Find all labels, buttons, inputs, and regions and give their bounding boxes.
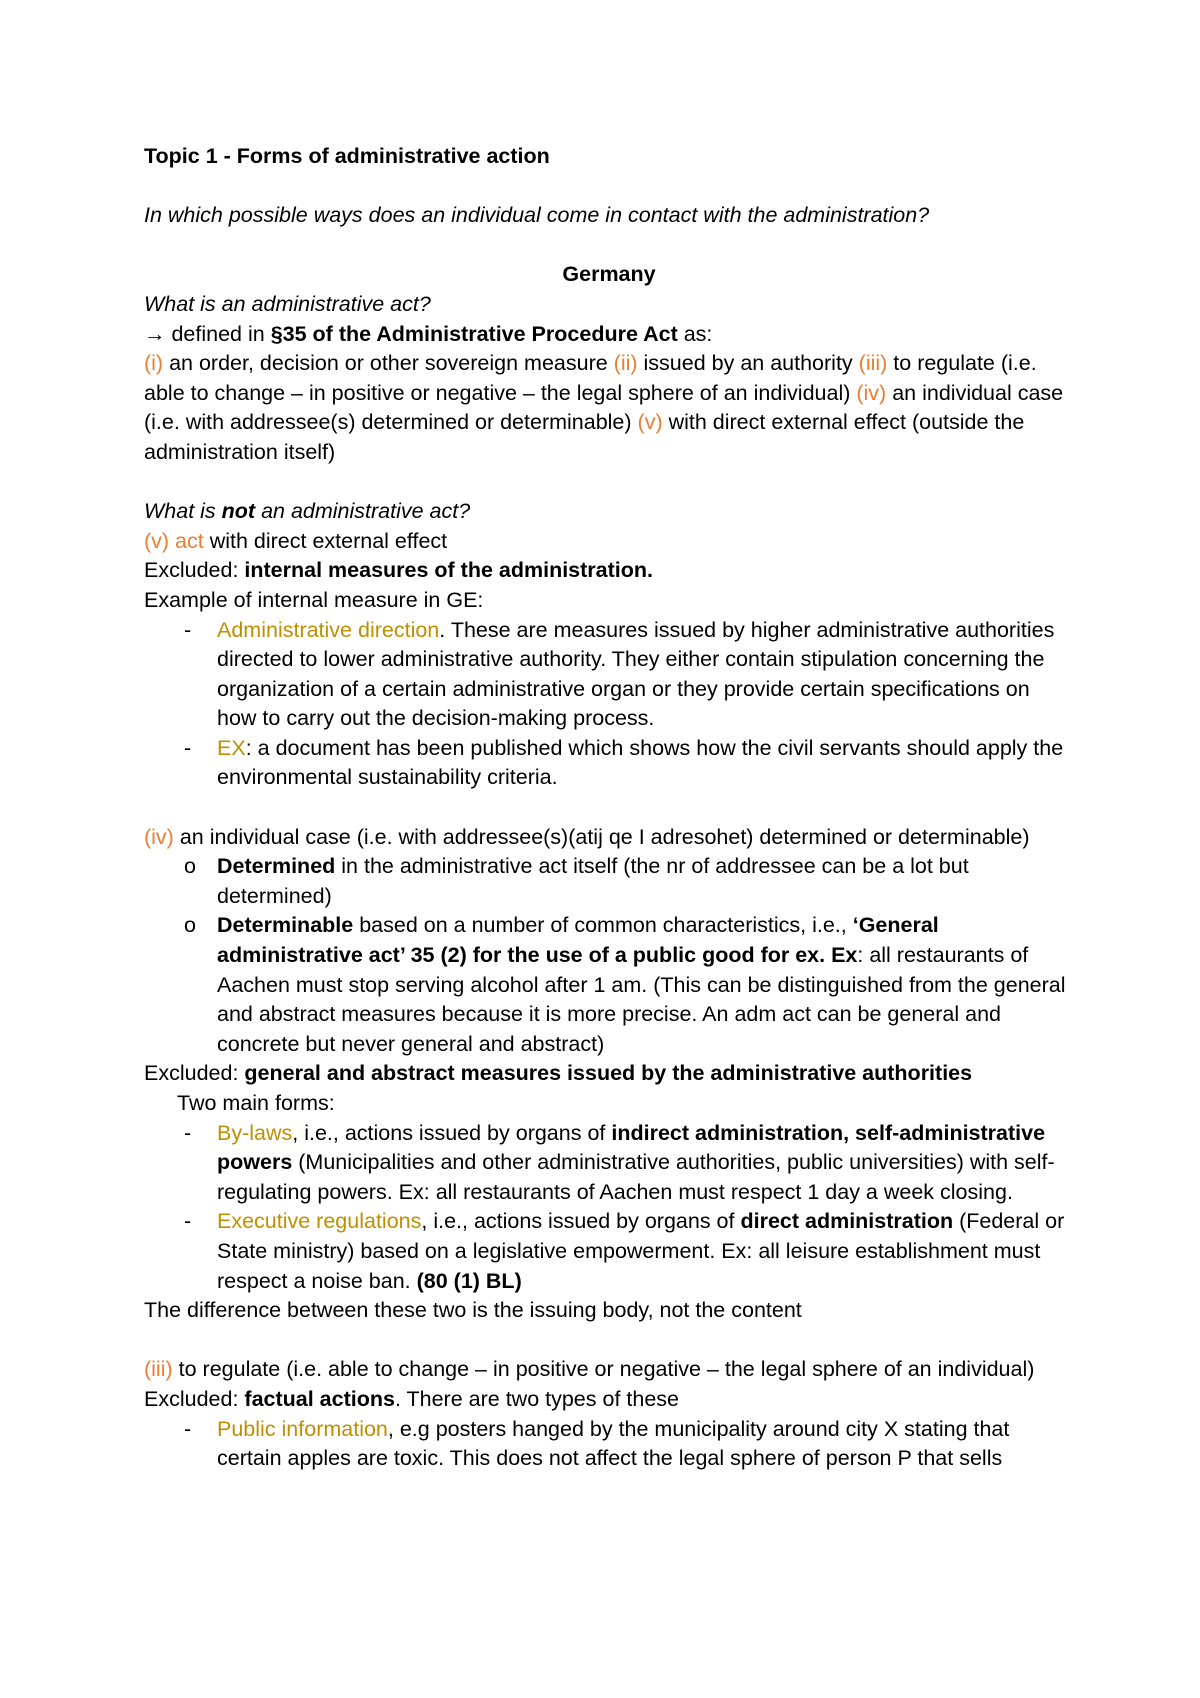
main-forms-list [144, 1119, 1074, 1297]
highlight-term: Executive regulations [217, 1209, 422, 1234]
marker-v: (v) [637, 410, 663, 435]
arrow-icon: → [144, 321, 166, 346]
marker-ii: (ii) [613, 351, 638, 376]
document-body [144, 142, 1074, 1474]
two-main-forms: Two main forms: [177, 1091, 335, 1115]
excluded-factual: Excluded: factual actions. There are two types of these [144, 1386, 679, 1411]
defined-line: → defined in §35 of the Administrative Procedure Act as: [144, 321, 713, 346]
page-title: Topic 1 - Forms of administrative action [144, 144, 550, 168]
v-line: (v) act with direct external effect [144, 528, 448, 553]
addressee-list [144, 852, 1074, 1059]
difference-line: The difference between these two is the issuing body, not the content [144, 1298, 802, 1323]
section-heading-germany: Germany [562, 262, 656, 287]
highlight-term: Public information [217, 1416, 388, 1441]
definition-paragraph: (i) an order, decision or other sovereign measure (ii) issued by an authority (iii) to regulate (i.e. able to change – in positive or negative – the legal sphere of an individual) (iv) an individual case (i.e. with addressee(s) determined or determinable) (v) with direct external effect (outside the administration itself) [144, 351, 1064, 464]
highlight-term: Administrative direction [217, 617, 440, 642]
list-item: o Determined in the administrative act itself (the nr of addressee can be a lot but determined) [144, 852, 1074, 911]
factual-actions-list [144, 1415, 1074, 1474]
marker-i: (i) [144, 351, 164, 376]
list-item: - Administrative direction. These are measures issued by higher administrative authorities directed to lower administrative authority. They either contain stipulation concerning the organization of a certain administrative organ or they provide certain specifications on how to carry out the decision-making process. [144, 616, 1074, 734]
list-item: - Executive regulations, i.e., actions issued by organs of direct administration (Federal or State ministry) based on a legislative empowerment. Ex: all leisure establishment must respect a noise ban. (80 (1) BL) [144, 1207, 1074, 1296]
excluded-general-abstract: Excluded: general and abstract measures issued by the administrative authorities [144, 1061, 973, 1086]
marker-iv: (iv) [144, 824, 174, 849]
question-what-is: What is an administrative act? [144, 291, 431, 316]
marker-iii: (iii) [144, 1357, 173, 1382]
internal-measures-list [144, 616, 1074, 794]
iii-line: (iii) to regulate (i.e. able to change – in positive or negative – the legal sphere of an individual) [144, 1357, 1035, 1382]
marker-iii: (iii) [858, 351, 888, 376]
list-item: - Public information, e.g posters hanged by the municipality around city X stating that certain apples are toxic. This does not affect the legal sphere of person P that sells [144, 1415, 1074, 1474]
excluded-internal: Excluded: internal measures of the administration. [144, 558, 654, 583]
example-ge: Example of internal measure in GE: [144, 587, 484, 612]
list-item: - By-laws, i.e., actions issued by organs of indirect administration, self-administrative powers (Municipalities and other administrative authorities, public universities) with self-regulating powers. Ex: all restaurants of Aachen must respect 1 day a week closing. [144, 1119, 1074, 1208]
intro-question: In which possible ways does an individual come in contact with the administration? [144, 203, 930, 228]
list-item: - EX: a document has been published which shows how the civil servants should apply the environmental sustainability criteria. [144, 734, 1074, 793]
question-what-not: What is not an administrative act? [144, 499, 471, 524]
list-item: o Determinable based on a number of common characteristics, i.e., ‘General administrative act’ 35 (2) for the use of a public good for ex. Ex: all restaurants of Aachen must stop serving alcohol after 1 am. (This can be distinguished from the general and abstract measures because it is more precise. An adm act can be general and concrete but never general and abstract) [144, 911, 1074, 1059]
highlight-term: EX [217, 735, 246, 760]
highlight-term: By-laws [217, 1120, 293, 1145]
marker-v-act: (v) act [144, 528, 204, 553]
marker-iv: (iv) [856, 380, 887, 405]
iv-line: (iv) an individual case (i.e. with addressee(s)(atij qe I adresohet) determined or determinable) [144, 824, 1030, 849]
